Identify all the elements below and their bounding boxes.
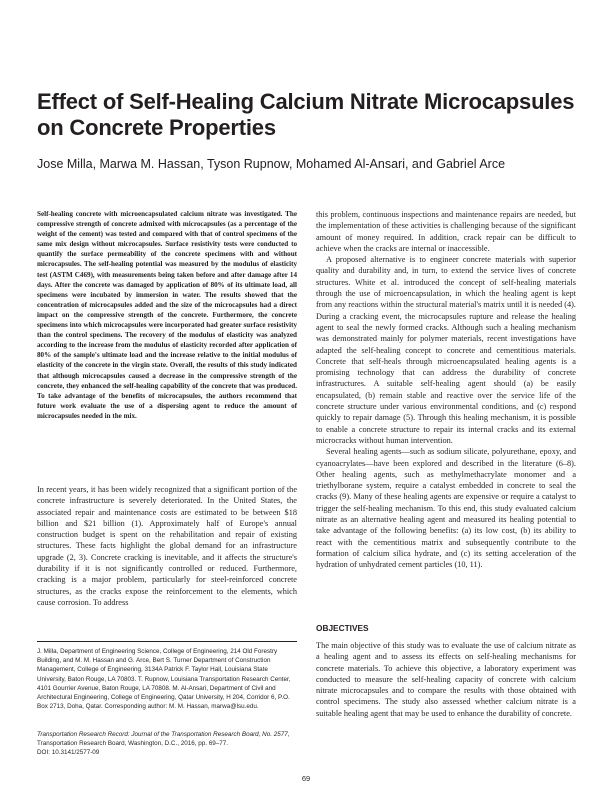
objectives-paragraph: The main objective of this study was to evaluate the use of calcium nitrate as a healing agent and to assess its effects on self-healing mechanisms for concrete materials. To achieve this objective, a laboratory experiment was conducted to measure the self-healing capacity of concrete with calcium nitrate microcapsules and to compare the results with those obtained with control specimens. The study also assessed whether calcium nitrate is a suitable healing agent that may be used to enhance the durability of concrete.: [316, 641, 576, 718]
journal-citation-title: Transportation Research Record: Journal of the Transportation Research Board, No. 2577,: [37, 731, 290, 738]
body-paragraph: this problem, continuous inspections and maintenance repairs are needed, but the implementation of these activities is challenging because of the significant amount of money required. In addition, crack repair can be difficult to achieve when the cracks are internal or inaccessible.: [316, 210, 576, 253]
intro-left-column: [37, 484, 297, 608]
journal-citation: [37, 730, 297, 758]
intro-right-column: [316, 209, 576, 571]
author-affiliations-footnote: J. Milla, Department of Engineering Science, College of Engineering, 214 Old Forestry Building, and M. M. Hassan and G. Arce, Bert S. Turner Department of Construction Management, College of Engineering, 3134A Patrick F. Taylor Hall, Louisiana State University, Baton Rouge, LA 70803. T. Rupnow, Louisiana Transportation Research Center, 4101 Gourrier Avenue, Baton Rouge, LA 70808. M. Al-Ansari, Department of Civil and Architectural Engineering, College of Engineering, Qatar University, H 204, Corridor 6, P.O. Box 2713, Doha, Qatar. Corresponding author: M. M. Hassan, marwa@lsu.edu.: [37, 648, 291, 711]
author-list: Jose Milla, Marwa M. Hassan, Tyson Rupnow, Mohamed Al-Ansari, and Gabriel Arce: [37, 157, 506, 171]
section-heading-objectives: OBJECTIVES: [316, 623, 369, 633]
article-title: Effect of Self-Healing Calcium Nitrate Microcapsules on Concrete Properties: [37, 89, 575, 140]
journal-citation-publisher: Transportation Research Board, Washington, D.C., 2016, pp. 69–77.: [37, 740, 228, 748]
abstract: Self-healing concrete with microencapsulated calcium nitrate was investigated. The compressive strength of concrete admixed with microcapsules (as a percentage of the weight of the cement) was tested and compared with that of control specimens of the same mix design without microcapsules. Surface resistivity tests were conducted to quantify the surface permeability of the concrete specimens with and without microcapsules. The self-healing potential was measured by the modulus of elasticity test (ASTM C469), with measurements being taken before and after damage after 14 days. After the concrete was damaged by application of 80% of its ultimate load, all specimens were incubated by immersion in water. The results showed that the concentration of microcapsules added and the size of the microcapsules had a direct impact on the compressive strength of the concrete. Furthermore, the concrete specimens into which microcapsules were incorporated had greater surface resistivity than the control specimens. The recovery of the modulus of elasticity was analyzed according to the increase from the modulus of elasticity recorded after application of 80% of the sample's ultimate load and the increase relative to the initial modulus of elasticity of the concrete in the virgin state. Overall, the results of this study indicated that although microcapsules caused a decrease in the compressive strength of the concrete, they enhanced the self-healing capability of the concrete that was produced. To take advantage of the benefits of microcapsules, the authors recommend that future work evaluate the use of a dispersing agent to reduce the amount of microcapsules needed in the mix.: [37, 210, 297, 420]
body-paragraph: In recent years, it has been widely recognized that a significant portion of the concrete infrastructure is severely deteriorated. In the United States, the associated repair and maintenance costs are estimated to be between $18 billion and $21 billion (1). Approximately half of Europe's annual construction budget is spent on the rehabilitation and repair of existing structures. These facts highlight the global demand for an infrastructure upgrade (2, 3). Concrete cracking is inevitable, and it affects the structure's durability if it is not significantly controlled or reduced. Furthermore, cracking is a major problem, particularly for steel-reinforced concrete structures, as the cracks expose the reinforcement to the elements, which cause corrosion. To address: [37, 485, 297, 607]
footnote-divider: [37, 641, 297, 642]
body-paragraph: Several healing agents—such as sodium silicate, polyurethane, epoxy, and cyanoacrylates—have been explored and described in the literature (6–8). Other healing agents, such as methylmethacrylate monomer and a triethylborane system, require a catalyst embedded in concrete to seal the cracks (9). Many of these healing agents are expensive or require a catalyst to trigger the self-healing mechanism. To this end, this study evaluated calcium nitrate as an alternative healing agent and measured its healing potential to take advantage of the following benefits: (a) its low cost, (b) its ability to react with the cementitious matrix and subsequently contribute to the formation of calcium silica hydrate, and (c) its setting acceleration of the hydration of unhydrated cement particles (10, 11).: [316, 447, 576, 570]
doi: DOI: 10.3141/2577-09: [37, 749, 100, 757]
body-paragraph: A proposed alternative is to engineer concrete materials with superior quality and durability and, in turn, to extend the service lives of concrete structures. White et al. introduced the concept of self-healing materials through the use of microencapsulation, in which the healing agent is kept from any reactions within the structural material's matrix until it is needed (4). During a cracking event, the microcapsules rupture and release the healing agent to seal the newly formed cracks. Although such a healing mechanism was demonstrated mainly for polymer materials, recent investigations have adapted the self-healing concept to concrete and cementitious materials. Concrete that self-heals through microencapsulated healing agents is a promising technology that can address the durability of concrete infrastructures. A suitable self-healing agent should (a) be easily encapsulated, (b) remain stable and reactive over the service life of the concrete structure under various environmental conditions, and (c) respond quickly to repair damage (5). Through this healing mechanism, it is possible to enable a concrete structure to repair its internal cracks and its external microcracks without human intervention.: [316, 255, 576, 445]
page-number: 69: [301, 774, 311, 783]
